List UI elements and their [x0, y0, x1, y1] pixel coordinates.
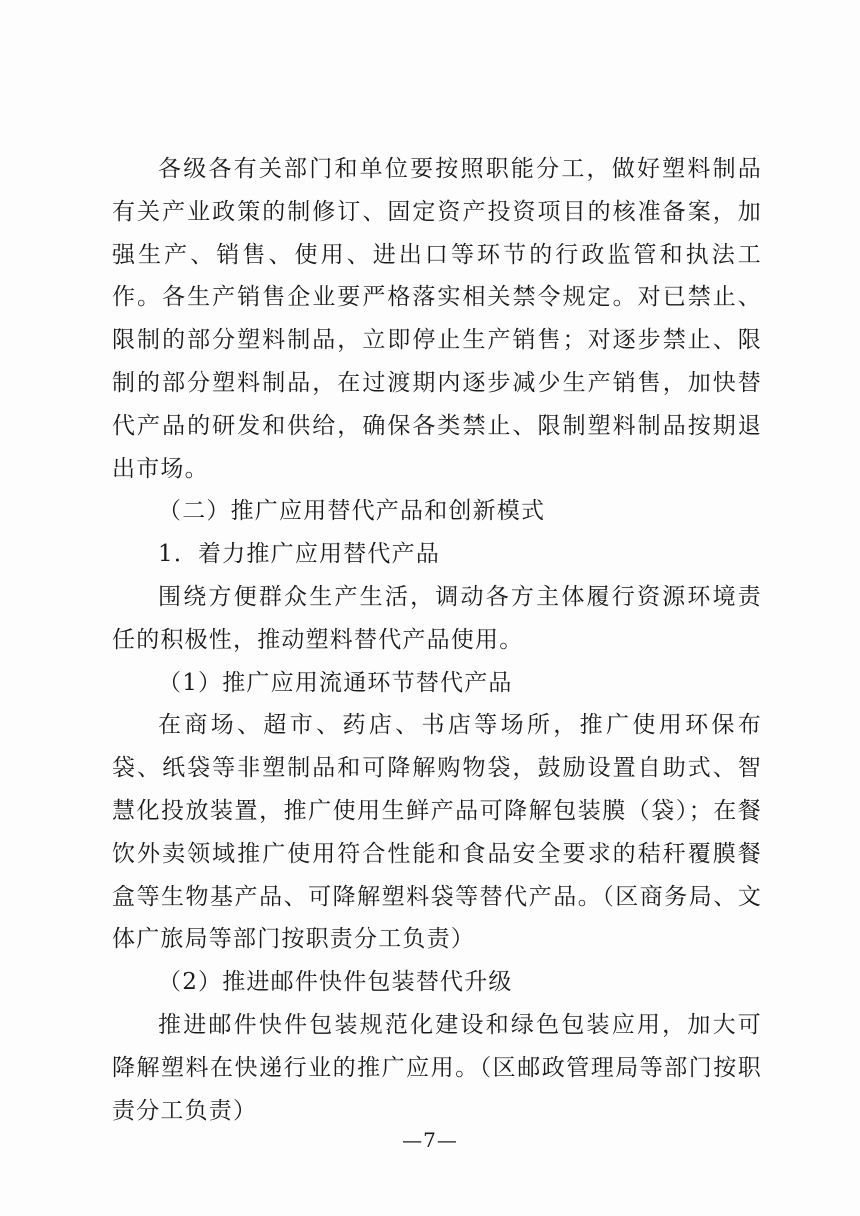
subsection-heading-promote-alternatives: 1．着力推广应用替代产品	[158, 541, 441, 568]
section-heading-alternatives: （二）推广应用替代产品和创新模式	[158, 498, 546, 525]
paragraph-express-packaging: 推进邮件快件包装规范化建设和绿色包装应用，加大可降解塑料在快递行业的推广应用。（区邮政管理局等部门按职责分工负责）	[112, 1011, 762, 1124]
item-heading-circulation: （1）推广应用流通环节替代产品	[158, 669, 513, 696]
paragraph-regulation: 各级各有关部门和单位要按照职能分工，做好塑料制品有关产业政策的制修订、固定资产投资项目的核准备案，加强生产、销售、使用、进出口等环节的行政监管和执法工作。各生产销售企业要严格落实相关禁令规定。对已禁止、限制的部分塑料制品，立即停止生产销售；对逐步禁止、限制的部分塑料制品，在过渡期内逐步减少生产销售，加快替代产品的研发和供给，确保各类禁止、限制塑料制品按期退出市场。	[112, 156, 762, 482]
page-number: —7—	[402, 1128, 458, 1152]
document-body	[112, 148, 762, 1132]
paragraph-circulation: 在商场、超市、药店、书店等场所，推广使用环保布袋、纸袋等非塑制品和可降解购物袋，鼓励设置自助式、智慧化投放装置，推广使用生鲜产品可降解包装膜（袋）；在餐饮外卖领域推广使用符合性能和食品安全要求的秸秆覆膜餐盒等生物基产品、可降解塑料袋等替代产品。（区商务局、文体广旅局等部门按职责分工负责）	[112, 712, 762, 953]
item-heading-express-packaging: （2）推进邮件快件包装替代升级	[158, 969, 513, 996]
paragraph-promote-use: 围绕方便群众生产生活，调动各方主体履行资源环境责任的积极性，推动塑料替代产品使用。	[112, 583, 762, 653]
